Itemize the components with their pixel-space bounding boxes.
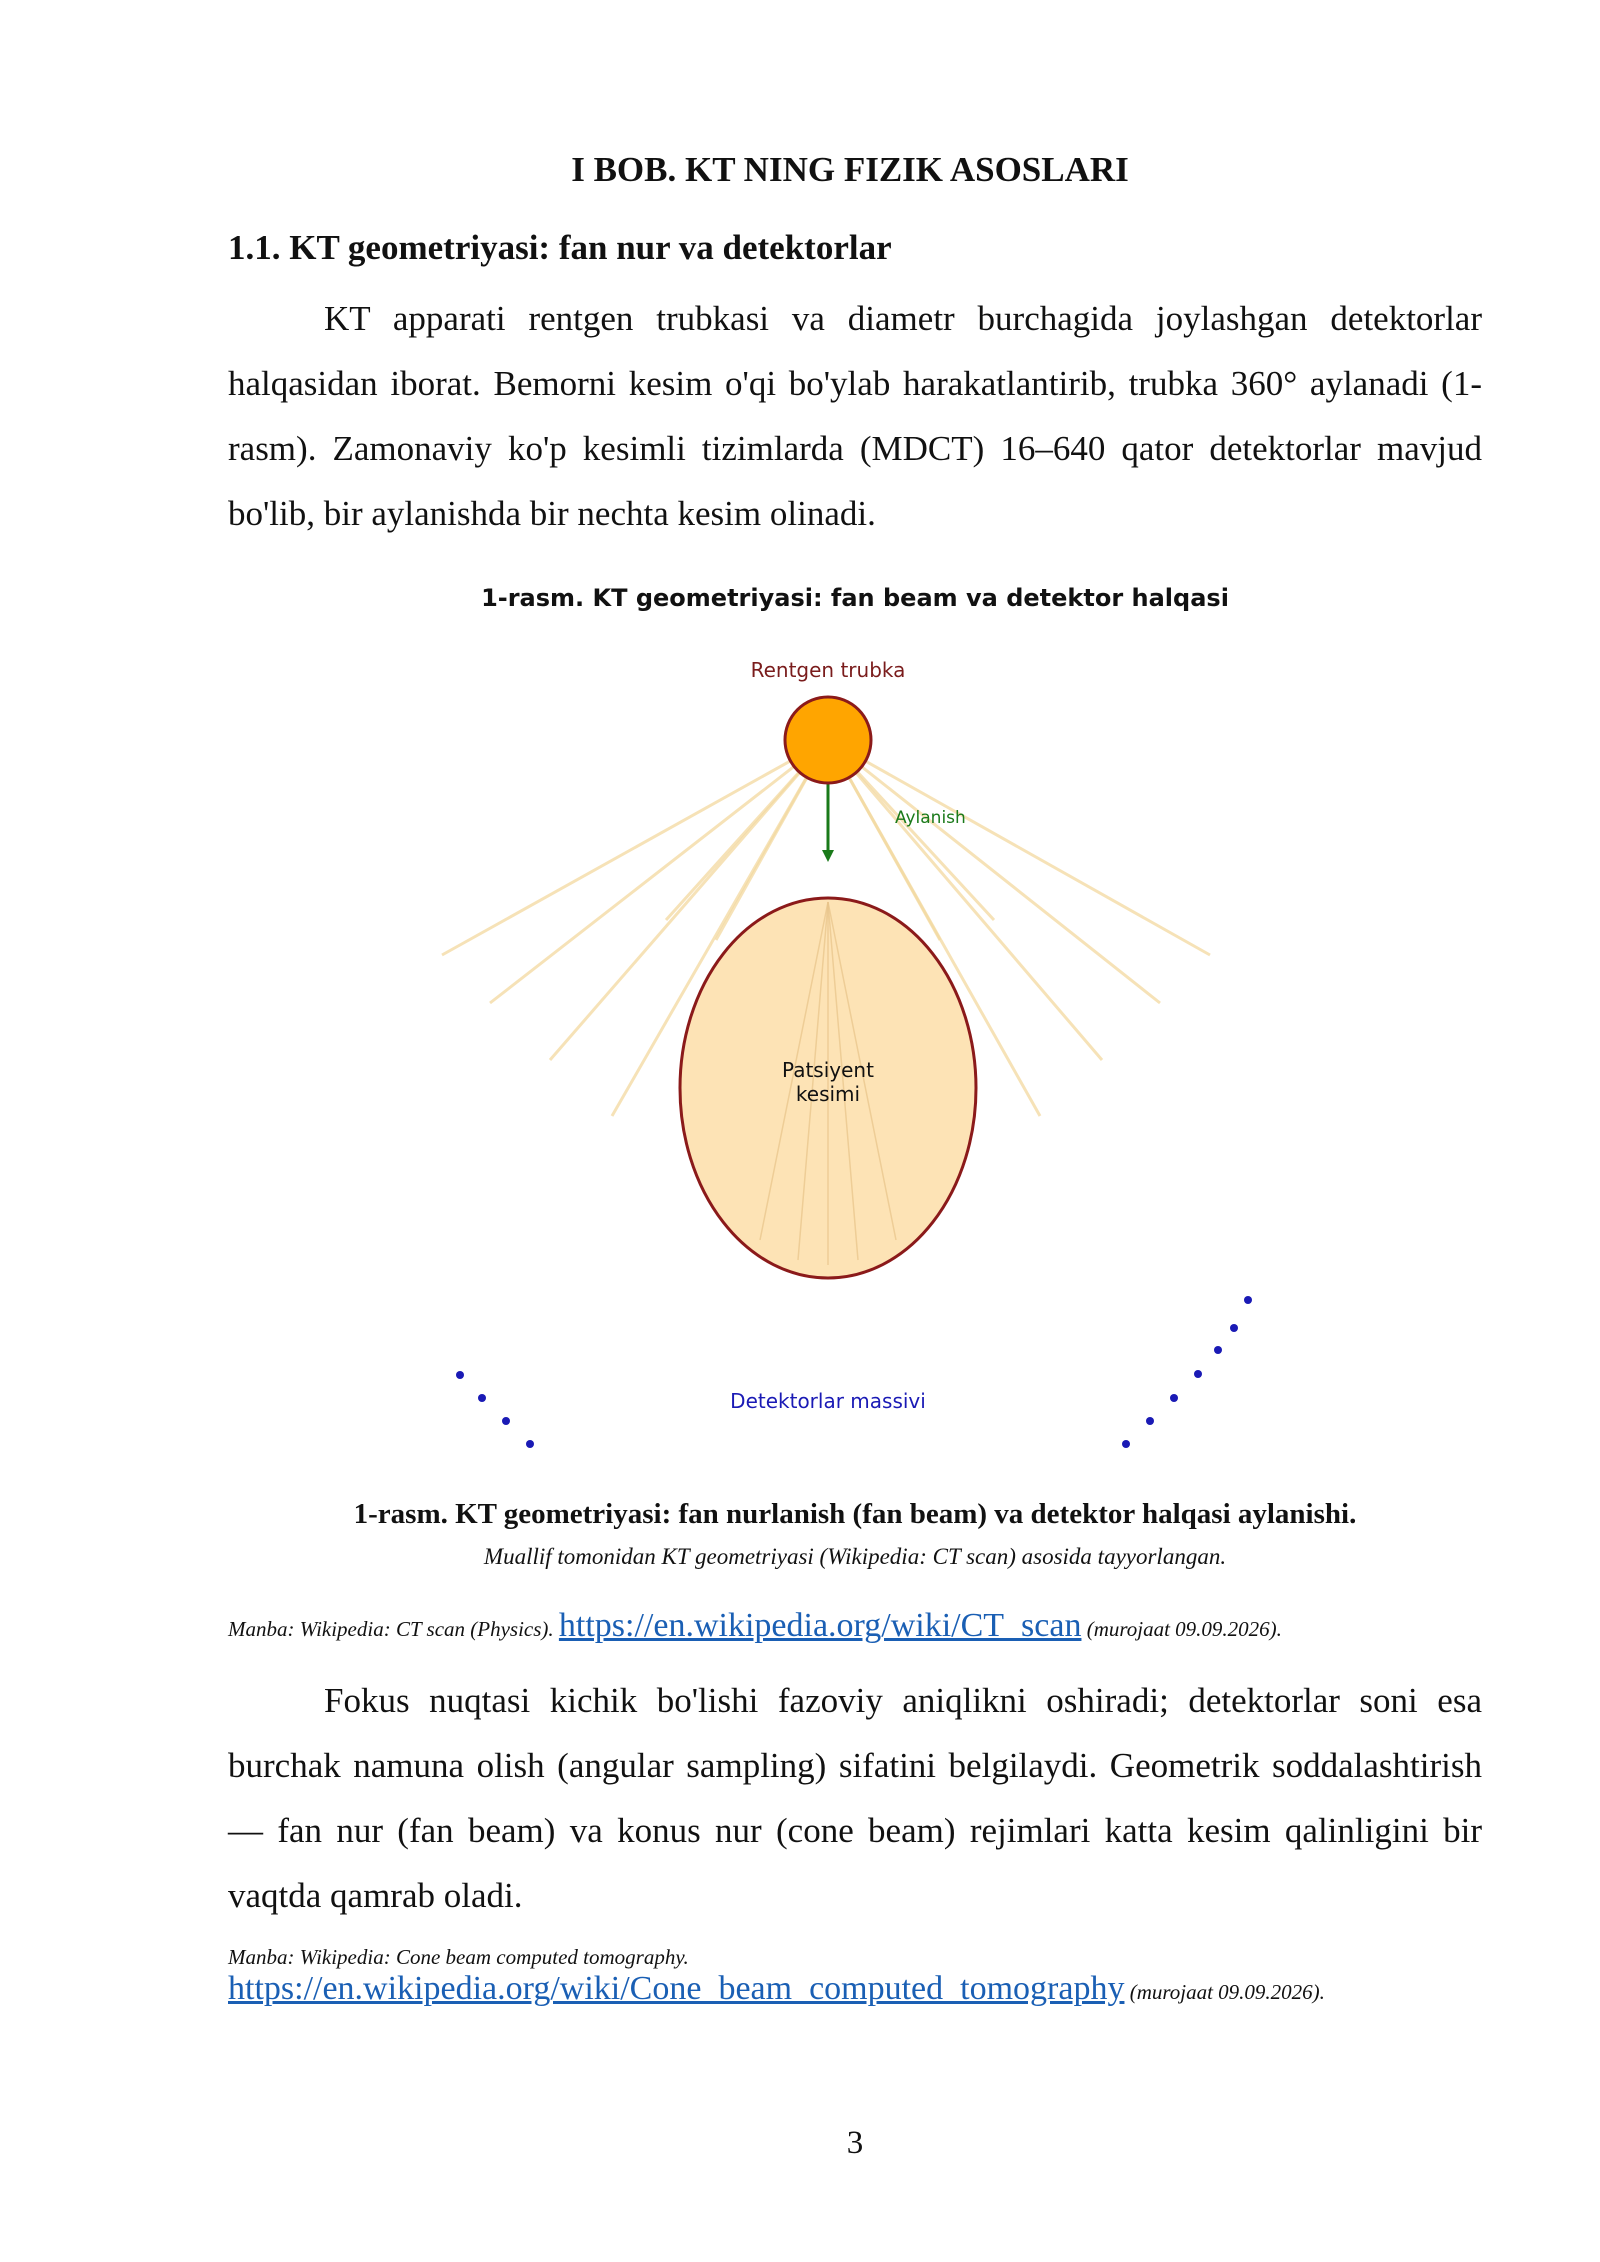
source-1-prefix: Manba: Wikipedia: CT scan (Physics).: [228, 1617, 554, 1641]
detector-dot: [1194, 1370, 1202, 1378]
ct-geometry-figure: [420, 640, 1280, 1480]
figure-caption-note: Muallif tomonidan KT geometriyasi (Wikipedia: CT scan) asosida tayyorlangan.: [483, 1544, 1227, 1569]
detector-dot: [456, 1371, 464, 1379]
page-number: 3: [846, 2125, 864, 2161]
detector-dot: [526, 1440, 534, 1448]
detector-dot: [502, 1417, 510, 1425]
xray-tube-circle: [785, 697, 871, 783]
source-1: [228, 1607, 1282, 1645]
detector-dot: [1146, 1417, 1154, 1425]
rotation-arrow-head: [822, 850, 834, 862]
source-1-access: (murojaat 09.09.2026).: [1086, 1617, 1282, 1641]
section-title: 1.1. KT geometriyasi: fan nur va detektorlar: [228, 228, 892, 267]
paragraph-2: [228, 1668, 1482, 1928]
source-2-access: (murojaat 09.09.2026).: [1129, 1980, 1325, 2004]
detector-label: Detektorlar massivi: [730, 1389, 926, 1413]
patient-label-line1: Patsiyent: [782, 1058, 874, 1082]
tube-label: Rentgen trubka: [750, 658, 906, 682]
source-2-link[interactable]: https://en.wikipedia.org/wiki/Cone_beam_computed_tomography: [228, 1970, 1125, 2007]
paragraph-2-text: Fokus nuqtasi kichik bo'lishi fazoviy aniqlikni oshiradi; detektorlar soni esa burchak namuna olish (angular sampling) sifatini belgilaydi. Geometrik soddalashtirish — fan nur (fan beam) va konus nur (cone beam) rejimlari katta kesim qalinligini bir vaqtda qamrab oladi.: [228, 1681, 1482, 1915]
paragraph-1-text: KT apparati rentgen trubkasi va diametr burchagida joylashgan detektorlar halqasidan iborat. Bemorni kesim o'qi bo'ylab harakatlantirib, trubka 360° aylanadi (1-rasm). Zamonaviy ko'p kesimli tizimlarda (MDCT) 16–640 qator detektorlar mavjud bo'lib, bir aylanishda bir nechta kesim olinadi.: [228, 299, 1482, 533]
detector-dot: [1230, 1324, 1238, 1332]
detector-dot: [1214, 1346, 1222, 1354]
figure-title: 1-rasm. KT geometriyasi: fan beam va detektor halqasi: [481, 584, 1229, 612]
detector-dot: [1122, 1440, 1130, 1448]
rotation-label: Aylanish: [895, 808, 966, 828]
detector-dot: [478, 1394, 486, 1402]
paragraph-1: [228, 286, 1482, 546]
source-2-prefix: Manba: Wikipedia: Cone beam computed tomography.: [228, 1945, 689, 1969]
patient-label-line2: kesimi: [795, 1082, 861, 1106]
chapter-title: I BOB. KT NING FIZIK ASOSLARI: [571, 150, 1129, 189]
source-1-link[interactable]: https://en.wikipedia.org/wiki/CT_scan: [558, 1607, 1082, 1644]
detector-array: [456, 1296, 1252, 1448]
source-2: [228, 1970, 1325, 2008]
detector-dot: [1244, 1296, 1252, 1304]
detector-dot: [1170, 1394, 1178, 1402]
figure-caption: 1-rasm. KT geometriyasi: fan nurlanish (fan beam) va detektor halqasi aylanishi.: [353, 1498, 1357, 1530]
